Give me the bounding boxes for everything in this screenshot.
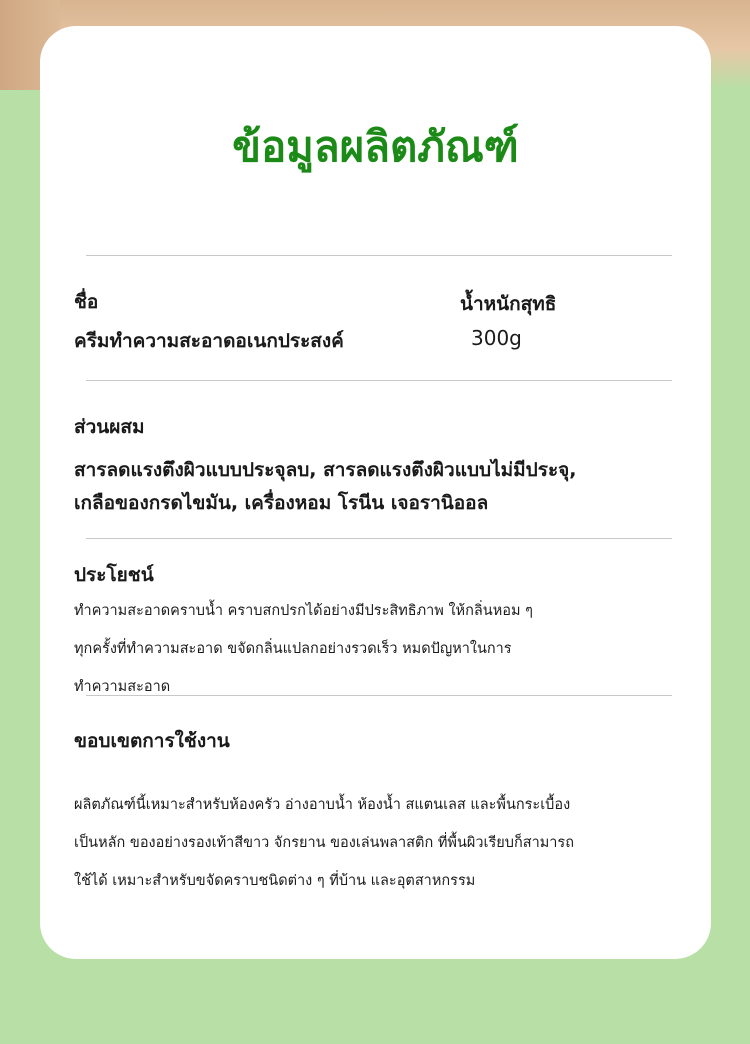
benefits-line: ทำความสะอาดคราบน้ำ คราบสกปรกได้อย่างมีประสิทธิภาพ ให้กลิ่นหอม ๆ (74, 603, 533, 619)
name-label: ชื่อ (74, 291, 99, 313)
benefits-line: ทุกครั้งที่ทำความสะอาด ขจัดกลิ่นแปลกอย่างรวดเร็ว หมดปัญหาในการ (74, 641, 512, 657)
page-title: ข้อมูลผลิตภัณฑ์ (232, 122, 519, 171)
usage-line: ผลิตภัณฑ์นี้เหมาะสำหรับห้องครัว อ่างอาบน้ำ ห้องน้ำ สแตนเลส และพื้นกระเบื้อง (74, 797, 571, 813)
usage-line: เป็นหลัก ของอย่างรองเท้าสีขาว จักรยาน ของเล่นพลาสติก ที่พื้นผิวเรียบก็สามารถ (74, 835, 574, 851)
benefits-label: ประโยชน์ (74, 564, 154, 586)
ingredients-line: สารลดแรงตึงผิวแบบประจุลบ, สารลดแรงตึงผิวแบบไม่มีประจุ, (74, 459, 577, 481)
divider-benefits (86, 695, 672, 696)
usage-label: ขอบเขตการใช้งาน (74, 730, 230, 752)
usage-text (74, 786, 674, 900)
product-info-card (40, 26, 711, 959)
usage-line: ใช้ได้ เหมาะสำหรับขจัดคราบชนิดต่าง ๆ ที่บ้าน และอุตสาหกรรม (74, 873, 476, 889)
divider-ingredients (86, 538, 672, 539)
weight-label: น้ำหนักสุทธิ (460, 293, 557, 315)
ingredients-line: เกลือของกรดไขมัน, เครื่องหอม โรนีน เจอรานิออล (74, 492, 489, 514)
ingredients-label: ส่วนผสม (74, 416, 145, 438)
ingredients-text (74, 454, 684, 520)
benefits-text (74, 592, 674, 706)
divider-top (86, 255, 672, 256)
divider-name (86, 380, 672, 381)
name-value: ครีมทำความสะอาดอเนกประสงค์ (74, 330, 344, 352)
benefits-line: ทำความสะอาด (74, 679, 171, 695)
weight-value: 300g (471, 326, 522, 350)
